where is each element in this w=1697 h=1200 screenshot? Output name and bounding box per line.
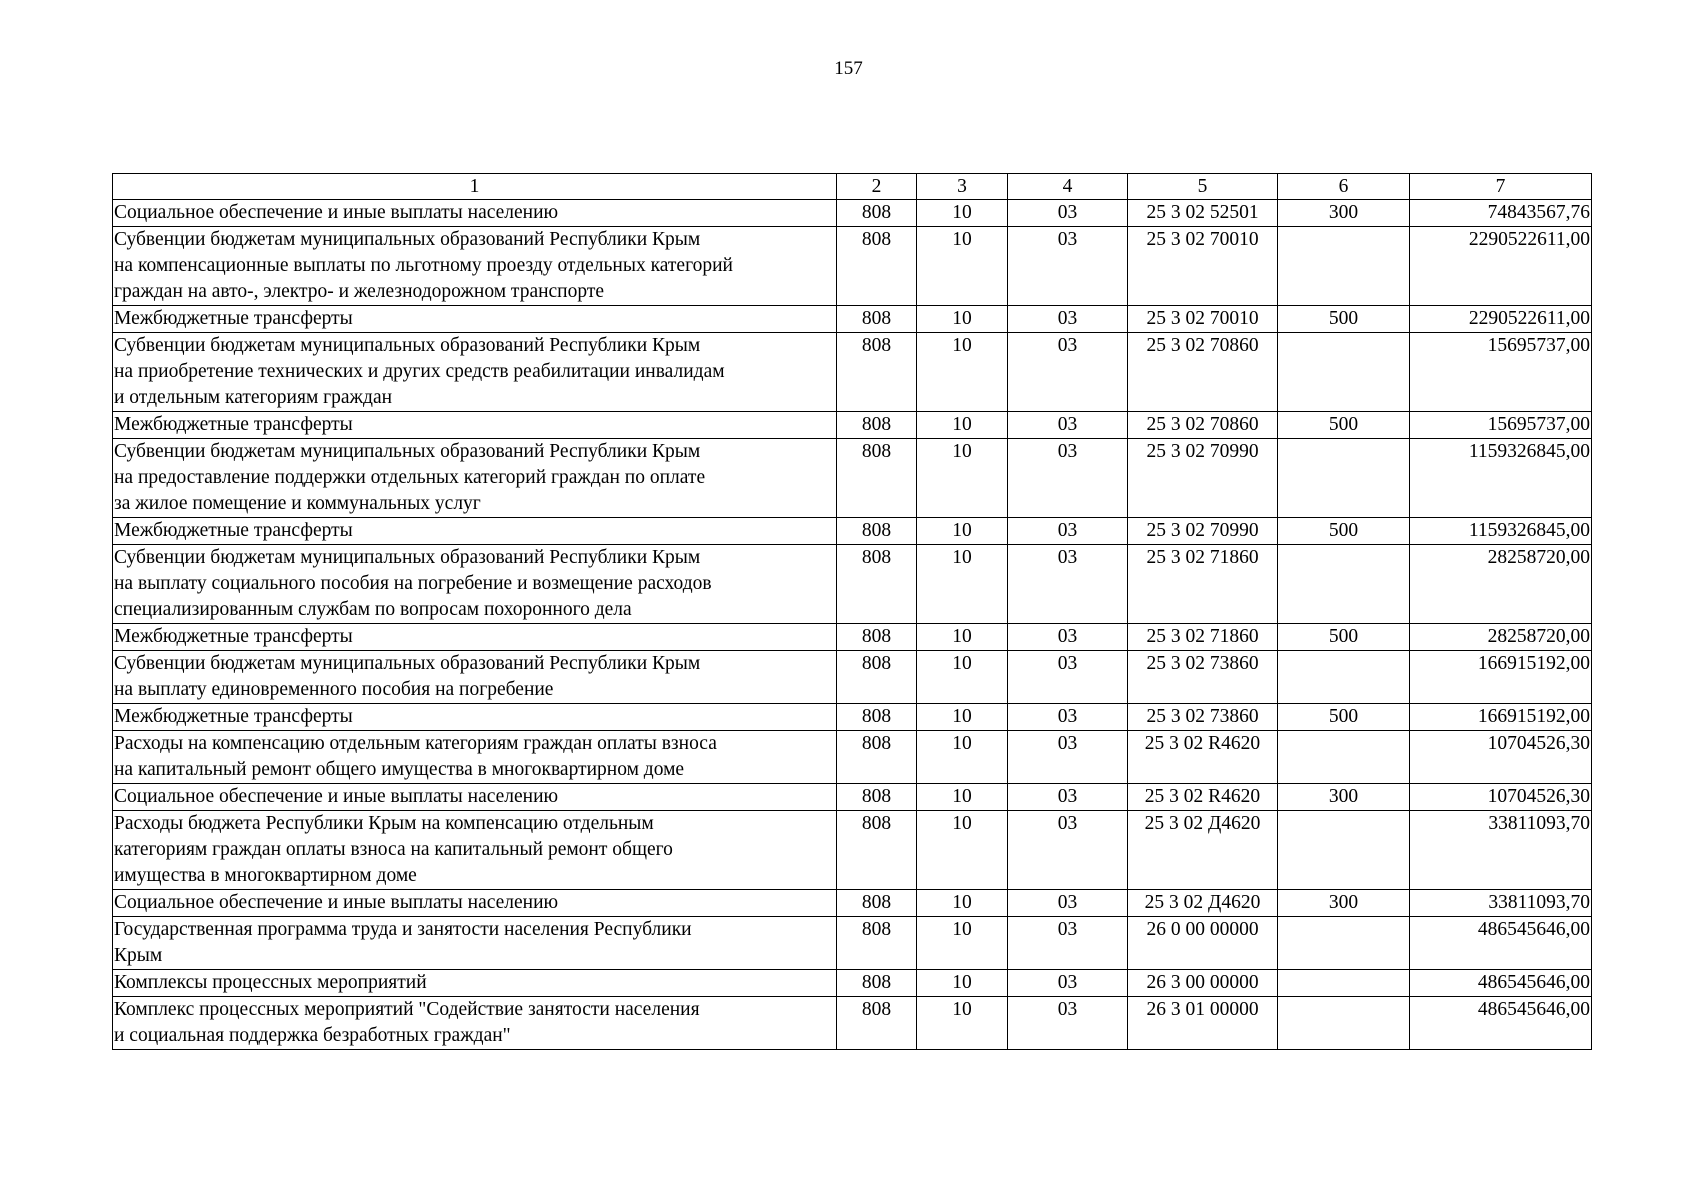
cell-c2: 808	[837, 518, 917, 545]
table-row	[113, 731, 1592, 784]
cell-c5: 25 3 02 70990	[1128, 518, 1278, 545]
cell-amount: 486545646,00	[1410, 917, 1592, 970]
cell-amount: 15695737,00	[1410, 412, 1592, 439]
cell-amount: 166915192,00	[1410, 651, 1592, 704]
cell-c2: 808	[837, 651, 917, 704]
name-line: Межбюджетные трансферты	[114, 308, 353, 329]
column-header-6: 6	[1278, 174, 1410, 200]
cell-name	[113, 917, 837, 970]
cell-name	[113, 651, 837, 704]
cell-c3: 10	[917, 333, 1008, 412]
cell-amount: 28258720,00	[1410, 545, 1592, 624]
cell-c5: 25 3 02 73860	[1128, 651, 1278, 704]
name-line: Социальное обеспечение и иные выплаты населению	[114, 786, 559, 807]
cell-c3: 10	[917, 704, 1008, 731]
cell-c3: 10	[917, 306, 1008, 333]
cell-c6	[1278, 333, 1410, 412]
cell-c4: 03	[1008, 412, 1128, 439]
cell-name	[113, 704, 837, 731]
cell-c6	[1278, 811, 1410, 890]
cell-c6	[1278, 997, 1410, 1050]
table-row	[113, 333, 1592, 412]
cell-c4: 03	[1008, 624, 1128, 651]
cell-name	[113, 333, 837, 412]
cell-c5: 25 3 02 70010	[1128, 306, 1278, 333]
table-row	[113, 439, 1592, 518]
cell-c4: 03	[1008, 518, 1128, 545]
name-line: Субвенции бюджетам муниципальных образований Республики Крым	[114, 335, 701, 356]
cell-c3: 10	[917, 624, 1008, 651]
cell-amount: 486545646,00	[1410, 997, 1592, 1050]
name-line: и социальная поддержка безработных граждан"	[114, 1025, 511, 1046]
table-row	[113, 811, 1592, 890]
table-body	[113, 200, 1592, 1050]
cell-amount: 33811093,70	[1410, 811, 1592, 890]
cell-amount: 2290522611,00	[1410, 306, 1592, 333]
cell-c4: 03	[1008, 227, 1128, 306]
name-line: Межбюджетные трансферты	[114, 626, 353, 647]
cell-c2: 808	[837, 227, 917, 306]
cell-c6	[1278, 917, 1410, 970]
cell-c6: 500	[1278, 306, 1410, 333]
cell-name	[113, 970, 837, 997]
page-number: 157	[834, 58, 863, 79]
cell-c3: 10	[917, 997, 1008, 1050]
cell-c6	[1278, 545, 1410, 624]
cell-c3: 10	[917, 651, 1008, 704]
cell-c6: 500	[1278, 412, 1410, 439]
cell-name	[113, 545, 837, 624]
name-line: и отдельным категориям граждан	[114, 387, 393, 408]
cell-c3: 10	[917, 545, 1008, 624]
cell-c6: 300	[1278, 200, 1410, 227]
budget-table	[112, 173, 1592, 1050]
cell-c3: 10	[917, 200, 1008, 227]
cell-c4: 03	[1008, 333, 1128, 412]
cell-c6: 300	[1278, 784, 1410, 811]
name-line: за жилое помещение и коммунальных услуг	[114, 493, 481, 514]
cell-c6: 300	[1278, 890, 1410, 917]
name-line: на приобретение технических и других средств реабилитации инвалидам	[114, 361, 725, 382]
cell-c5: 25 3 02 Д4620	[1128, 890, 1278, 917]
cell-c6	[1278, 731, 1410, 784]
cell-c2: 808	[837, 545, 917, 624]
cell-c2: 808	[837, 731, 917, 784]
cell-c5: 25 3 02 70860	[1128, 333, 1278, 412]
name-line: Межбюджетные трансферты	[114, 706, 353, 727]
name-line: Расходы бюджета Республики Крым на компенсацию отдельным	[114, 813, 654, 834]
name-line: граждан на авто-, электро- и железнодорожном транспорте	[114, 281, 605, 302]
cell-c6	[1278, 651, 1410, 704]
table-row	[113, 651, 1592, 704]
table-row	[113, 970, 1592, 997]
name-line: на капитальный ремонт общего имущества в многоквартирном доме	[114, 759, 685, 780]
cell-c2: 808	[837, 306, 917, 333]
name-line: на предоставление поддержки отдельных категорий граждан по оплате	[114, 467, 706, 488]
table-row	[113, 704, 1592, 731]
name-line: имущества в многоквартирном доме	[114, 865, 417, 886]
cell-amount: 166915192,00	[1410, 704, 1592, 731]
cell-amount: 15695737,00	[1410, 333, 1592, 412]
cell-c4: 03	[1008, 704, 1128, 731]
column-header-1: 1	[113, 174, 837, 200]
cell-c5: 25 3 02 52501	[1128, 200, 1278, 227]
name-line: Расходы на компенсацию отдельным категориям граждан оплаты взноса	[114, 733, 717, 754]
cell-name	[113, 997, 837, 1050]
table-row	[113, 227, 1592, 306]
cell-c2: 808	[837, 624, 917, 651]
cell-c2: 808	[837, 997, 917, 1050]
cell-amount: 28258720,00	[1410, 624, 1592, 651]
cell-c2: 808	[837, 917, 917, 970]
table-row	[113, 624, 1592, 651]
cell-amount: 486545646,00	[1410, 970, 1592, 997]
cell-name	[113, 624, 837, 651]
cell-c4: 03	[1008, 811, 1128, 890]
cell-name	[113, 439, 837, 518]
cell-c5: 25 3 02 70860	[1128, 412, 1278, 439]
cell-c4: 03	[1008, 970, 1128, 997]
cell-c5: 25 3 02 71860	[1128, 545, 1278, 624]
column-header-5: 5	[1128, 174, 1278, 200]
cell-name	[113, 731, 837, 784]
cell-c2: 808	[837, 784, 917, 811]
cell-amount: 74843567,76	[1410, 200, 1592, 227]
cell-c4: 03	[1008, 917, 1128, 970]
column-header-2: 2	[837, 174, 917, 200]
cell-name	[113, 890, 837, 917]
cell-amount: 10704526,30	[1410, 731, 1592, 784]
cell-amount: 1159326845,00	[1410, 518, 1592, 545]
cell-c6: 500	[1278, 518, 1410, 545]
name-line: на выплату единовременного пособия на погребение	[114, 679, 554, 700]
cell-c2: 808	[837, 811, 917, 890]
cell-c2: 808	[837, 200, 917, 227]
name-line: Субвенции бюджетам муниципальных образований Республики Крым	[114, 229, 701, 250]
table-row	[113, 306, 1592, 333]
name-line: специализированным службам по вопросам похоронного дела	[114, 599, 632, 620]
cell-name	[113, 518, 837, 545]
name-line: Комплекс процессных мероприятий "Содействие занятости населения	[114, 999, 700, 1020]
cell-c3: 10	[917, 784, 1008, 811]
column-header-7: 7	[1410, 174, 1592, 200]
cell-c5: 25 3 02 73860	[1128, 704, 1278, 731]
cell-amount: 2290522611,00	[1410, 227, 1592, 306]
cell-name	[113, 200, 837, 227]
name-line: Социальное обеспечение и иные выплаты населению	[114, 202, 559, 223]
name-line: на выплату социального пособия на погребение и возмещение расходов	[114, 573, 712, 594]
name-line: Межбюджетные трансферты	[114, 414, 353, 435]
table-row	[113, 890, 1592, 917]
cell-c2: 808	[837, 333, 917, 412]
column-header-3: 3	[917, 174, 1008, 200]
cell-c4: 03	[1008, 784, 1128, 811]
cell-c2: 808	[837, 970, 917, 997]
cell-c5: 25 3 02 71860	[1128, 624, 1278, 651]
cell-c5: 25 3 02 R4620	[1128, 784, 1278, 811]
cell-c3: 10	[917, 439, 1008, 518]
cell-c3: 10	[917, 518, 1008, 545]
column-header-4: 4	[1008, 174, 1128, 200]
cell-amount: 10704526,30	[1410, 784, 1592, 811]
cell-c3: 10	[917, 811, 1008, 890]
name-line: Крым	[114, 945, 163, 966]
cell-c4: 03	[1008, 200, 1128, 227]
cell-c2: 808	[837, 704, 917, 731]
cell-c3: 10	[917, 890, 1008, 917]
cell-c6	[1278, 970, 1410, 997]
cell-c4: 03	[1008, 439, 1128, 518]
cell-c5: 25 3 02 Д4620	[1128, 811, 1278, 890]
name-line: Субвенции бюджетам муниципальных образований Республики Крым	[114, 653, 701, 674]
name-line: категориям граждан оплаты взноса на капитальный ремонт общего	[114, 839, 673, 860]
name-line: Государственная программа труда и занятости населения Республики	[114, 919, 692, 940]
cell-name	[113, 811, 837, 890]
cell-c5: 26 0 00 00000	[1128, 917, 1278, 970]
name-line: Комплексы процессных мероприятий	[114, 972, 427, 993]
cell-c2: 808	[837, 890, 917, 917]
cell-c6: 500	[1278, 624, 1410, 651]
cell-c5: 26 3 01 00000	[1128, 997, 1278, 1050]
name-line: Субвенции бюджетам муниципальных образований Республики Крым	[114, 547, 701, 568]
cell-c6: 500	[1278, 704, 1410, 731]
cell-name	[113, 306, 837, 333]
cell-c4: 03	[1008, 731, 1128, 784]
cell-name	[113, 784, 837, 811]
cell-c2: 808	[837, 439, 917, 518]
cell-c6	[1278, 439, 1410, 518]
name-line: Субвенции бюджетам муниципальных образований Республики Крым	[114, 441, 701, 462]
table-row	[113, 917, 1592, 970]
table-row	[113, 518, 1592, 545]
table-row	[113, 412, 1592, 439]
name-line: Социальное обеспечение и иные выплаты населению	[114, 892, 559, 913]
cell-c4: 03	[1008, 545, 1128, 624]
cell-c4: 03	[1008, 651, 1128, 704]
cell-c3: 10	[917, 917, 1008, 970]
cell-c3: 10	[917, 970, 1008, 997]
table-row	[113, 545, 1592, 624]
cell-name	[113, 412, 837, 439]
cell-amount: 33811093,70	[1410, 890, 1592, 917]
table-row	[113, 997, 1592, 1050]
table-row	[113, 784, 1592, 811]
cell-c4: 03	[1008, 306, 1128, 333]
cell-name	[113, 227, 837, 306]
cell-c3: 10	[917, 731, 1008, 784]
cell-amount: 1159326845,00	[1410, 439, 1592, 518]
cell-c4: 03	[1008, 997, 1128, 1050]
cell-c3: 10	[917, 227, 1008, 306]
cell-c4: 03	[1008, 890, 1128, 917]
cell-c5: 25 3 02 70990	[1128, 439, 1278, 518]
name-line: Межбюджетные трансферты	[114, 520, 353, 541]
cell-c2: 808	[837, 412, 917, 439]
cell-c6	[1278, 227, 1410, 306]
cell-c5: 26 3 00 00000	[1128, 970, 1278, 997]
name-line: на компенсационные выплаты по льготному проезду отдельных категорий	[114, 255, 733, 276]
cell-c5: 25 3 02 70010	[1128, 227, 1278, 306]
table-row	[113, 200, 1592, 227]
cell-c5: 25 3 02 R4620	[1128, 731, 1278, 784]
cell-c3: 10	[917, 412, 1008, 439]
header-row	[113, 174, 1592, 200]
